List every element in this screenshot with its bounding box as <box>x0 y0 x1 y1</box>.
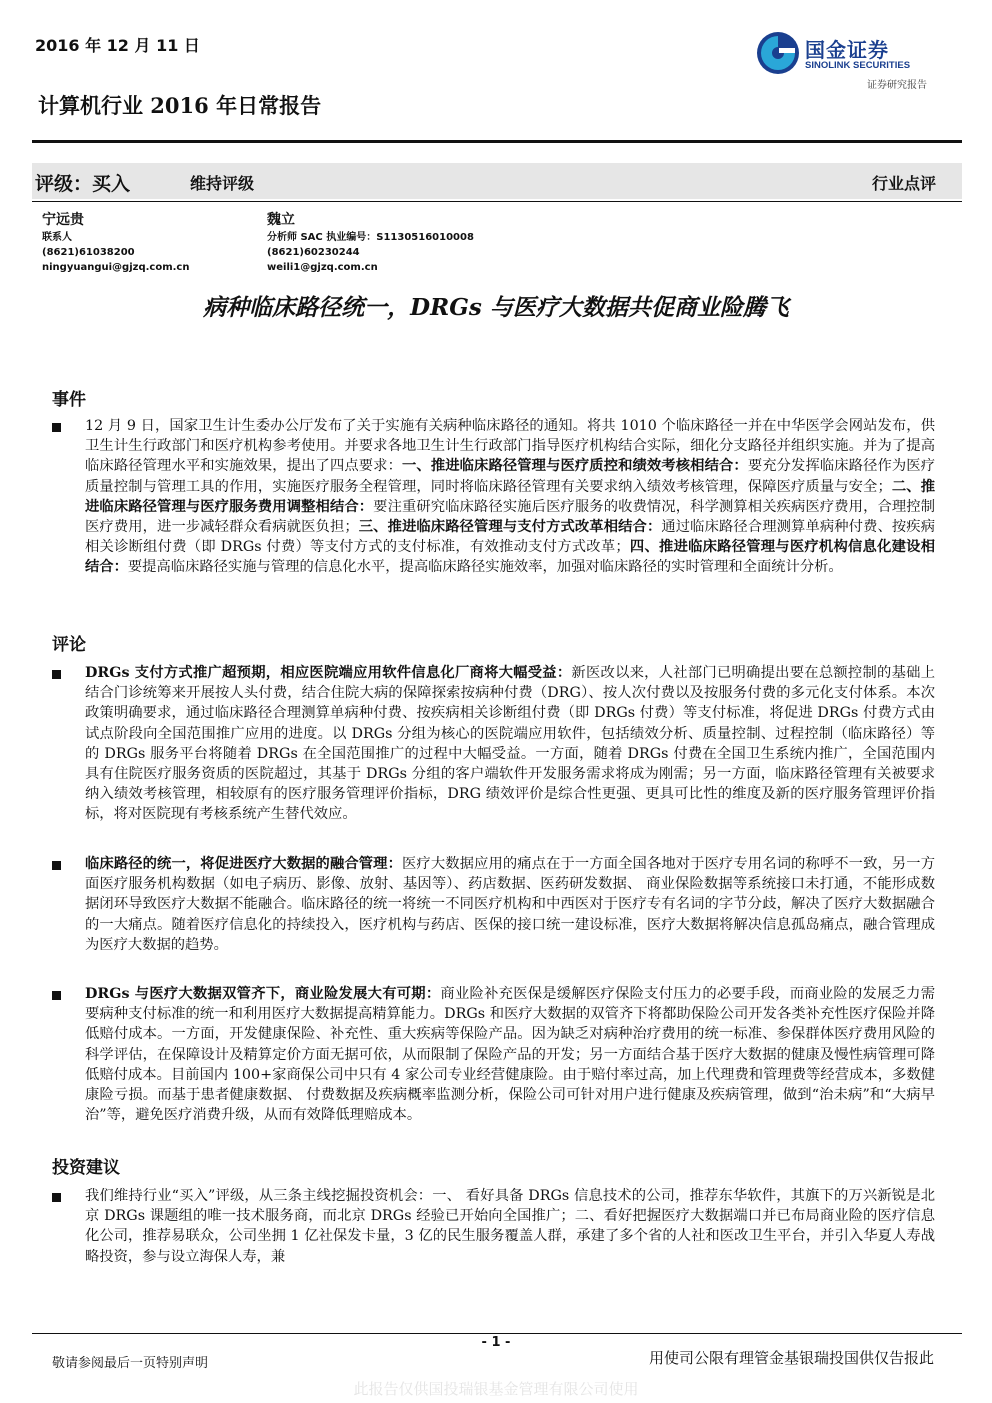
headline: 病种临床路径统一，DRGs 与医疗大数据共促商业险腾飞 <box>203 294 789 321</box>
brand-name-cn: 国金证券 <box>805 38 889 62</box>
watermark: 此报告仅供国投瑞银基金管理有限公司使用 <box>353 1380 639 1398</box>
analyst-email: weili1@gjzq.com.cn <box>267 262 378 273</box>
analyst-phone: (8621)61038200 <box>42 247 135 258</box>
section-heading-comment: 评论 <box>52 635 86 655</box>
bullet-marker <box>52 423 61 432</box>
footer-divider <box>32 1333 962 1334</box>
brand-name-en: SINOLINK SECURITIES <box>805 60 911 71</box>
header-divider <box>32 140 962 143</box>
rating-maintain: 维持评级 <box>190 174 255 193</box>
analyst-card <box>267 210 474 275</box>
brand-subtitle: 证券研究报告 <box>867 80 927 91</box>
analyst-role: 分析师 SAC 执业编号：S1130516010008 <box>267 232 474 243</box>
comment-paragraph-pathway: 临床路径的统一，将促进医疗大数据的融合管理：医疗大数据应用的痛点在于一方面全国各地对于医疗专用名词的称呼不一致，另一方面医疗服务机构数据（如电子病历、影像、放射、基因等）、药店数据、医药研发数据、 商业保险数据等系统接口未打通，不能形成数据闭环导致医疗大数据不能融合。临床路径的统一将统一不同医疗机构和中西医对于医疗专有名词的字节分歧，解决了医疗大数据融合的一大痛点。随着医疗信息化的持续投入，医疗机构与药店、医保的接口统一建设标准，医疗大数据将解决信息孤岛痛点，融合管理成为医疗大数据的趋势。 <box>85 856 936 953</box>
rating-divider <box>32 201 962 202</box>
analyst-name: 宁远贵 <box>42 212 84 228</box>
event-paragraph: 12 月 9 日，国家卫生计生委办公厅发布了关于实施有关病种临床路径的通知。将共 1010 个临床路径一并在中华医学会网站发布，供卫生计生行政部门和医疗机构参考使用。并要求各地卫生计生行政部门指导医疗机构结合实际，细化分支路径并组织实施。并为了提高临床路径管理水平和实施效果，提出了四点要求：一、推进临床路径管理与医疗质控和绩效考核相结合：要充分发挥临床路径作为医疗质量控制与管理工具的作用，实施医疗服务全程管理，同时将临床路径管理有关要求纳入绩效考核管理，保障医疗质量与安全；二、推进临床路径管理与医疗服务费用调整相结合：要注重研究临床路径实施后医疗服务的收费情况，科学测算相关疾病医疗费用，合理控制医疗费用，进一步减轻群众看病就医负担；三、推进临床路径管理与支付方式改革相结合：通过临床路径合理测算单病种付费、按疾病相关诊断组付费（即 DRGs 付费）等支付方式的支付标准，有效推动支付方式改革；四、推进临床路径管理与医疗机构信息化建设相结合：要提高临床路径实施与管理的信息化水平，提高临床路径实施效率，加强对临床路径的实时管理和全面统计分析。 <box>85 418 936 576</box>
bullet-marker <box>52 861 61 870</box>
analyst-role: 联系人 <box>42 232 72 243</box>
report-date: 2016 年 12 月 11 日 <box>35 36 200 55</box>
sinolink-logo <box>755 30 955 92</box>
section-heading-event: 事件 <box>52 390 86 410</box>
comment-paragraph-insurance: DRGs 与医疗大数据双管齐下，商业险发展大有可期：商业险补充医保是缓解医疗保险支付压力的必要手段，而商业险的发展乏力需要病种支付标准的统一和利用医疗大数据提高精算能力。DRGs 和医疗大数据的双管齐下将都助保险公司开发各类补充性医疗保险并降低赔付成本。一方面，开发健康保险、补充性、重大疾病等保险产品。因为缺乏对病种治疗费用的统一标准、参保群体医疗费用风险的科学评估，在保障设计及精算定价方面无据可依，从而限制了保险产品的开发；另一方面结合基于医疗大数据的健康及慢性病管理可降低赔付成本。目前国内 100+家商保公司中只有 4 家公司专业经营健康险。由于赔付率过高，加上代理费和管理费等经营成本，多数健康险亏损。而基于患者健康数据、 付费数据及疾病概率监测分析，保险公司可针对用户进行健康及疾病管理，做到“治未病”和“大病早治”等，避免医疗消费升级，从而有效降低理赔成本。 <box>85 986 936 1124</box>
advice-paragraph: 我们维持行业“买入”评级，从三条主线挖掘投资机会：一、 看好具备 DRGs 信息技术的公司，推荐东华软件，其旗下的万兴新锐是北京 DRGs 课题组的唯一技术服务商，而北京 DRGs 经验已开始向全国推广；二、看好把握医疗大数据端口并已布局商业险的医疗信息化公司，推荐易联众，公司坐拥 1 亿社保发卡量，3 亿的民生服务覆盖人群，承建了多个省的人社和医改卫生平台，并引入华夏人寿战略投资，参与设立海保人寿，兼 <box>85 1188 935 1265</box>
bullet-marker <box>52 670 61 679</box>
footer-right-text: 用使司公限有理管金基银瑞投国供仅告报此 <box>648 1349 934 1367</box>
bullet-marker <box>52 1193 61 1202</box>
analyst-phone: (8621)60230244 <box>267 247 360 258</box>
report-title: 计算机行业 2016 年日常报告 <box>38 93 322 118</box>
report-type: 行业点评 <box>871 174 936 193</box>
analyst-name: 魏立 <box>267 212 295 228</box>
page-number: - 1 - <box>481 1335 511 1350</box>
rating-label: 评级：买入 <box>35 173 131 195</box>
footer-disclaimer: 敬请参阅最后一页特别声明 <box>52 1356 209 1371</box>
section-heading-advice: 投资建议 <box>52 1158 120 1178</box>
sinolink-logo-icon <box>755 30 801 76</box>
bullet-marker <box>52 991 61 1000</box>
comment-paragraph-drgs: DRGs 支付方式推广超预期，相应医院端应用软件信息化厂商将大幅受益：新医改以来，人社部门已明确提出要在总额控制的基础上结合门诊统筹来开展按人头付费，结合住院大病的保障探索按病种付费（DRG）、按人次付费以及按服务付费的多元化支付体系。本次政策明确要求，通过临床路径合理测算单病种付费、按疾病相关诊断组付费（即 DRGs 付费）等支付标准，将促进 DRGs 付费方式由试点阶段向全国范围推广应用的进度。以 DRGs 分组为核心的医院端应用软件，包括绩效分析、质量控制、过程控制（临床路径）等的 DRGs 服务平台将随着 DRGs 在全国范围推广的过程中大幅受益。一方面，随着 DRGs 付费在全国卫生系统内推广，全国范围内具有住院医疗服务资质的医院超过，其基于 DRGs 分组的客户端软件开发服务需求将成为刚需；另一方面，临床路径管理有关被要求纳入绩效考核管理，相较原有的医疗服务管理评价指标，DRG 绩效评价是综合性更强、更具可比性的维度及新的医疗服务管理评价指标，将对医院现有考核系统产生替代效应。 <box>85 665 936 823</box>
analyst-card <box>42 210 189 275</box>
analyst-email: ningyuangui@gjzq.com.cn <box>42 262 190 273</box>
rating-band <box>32 163 962 199</box>
